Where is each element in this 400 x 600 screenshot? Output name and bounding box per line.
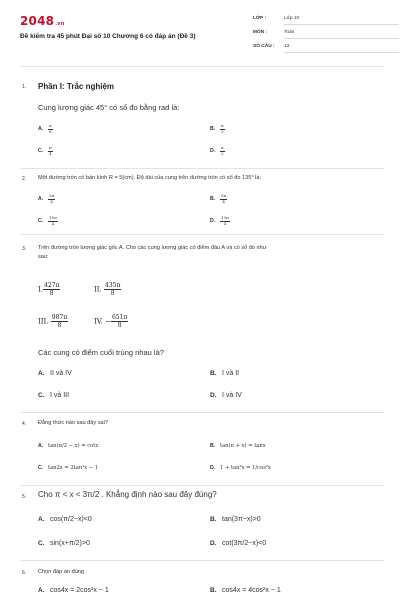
q4-option-c[interactable] (38, 465, 98, 471)
q3-option-a[interactable] (38, 370, 72, 377)
option-text: cos4x = 4cos²x − 1 (222, 587, 281, 594)
q4-option-b[interactable] (210, 443, 266, 449)
q1-option-a[interactable] (38, 124, 53, 134)
option-text: cos(π/2−x)<0 (50, 516, 92, 523)
meta-divider (284, 38, 399, 39)
option-label: B. (210, 516, 217, 523)
option-text: cos4x = 2cos²x − 1 (50, 587, 109, 594)
divider (20, 485, 384, 486)
option-text: cot(3π/2−x)<0 (222, 540, 267, 547)
option-label: B. (210, 587, 217, 594)
divider (20, 168, 384, 169)
option-label: A. (38, 370, 45, 377)
q6-option-b[interactable] (210, 587, 281, 594)
meta-subject-value: Toán (284, 30, 295, 35)
arc-item-ii: II. $\frac{435\pi}{8}$ (94, 282, 121, 297)
option-label: A. (38, 196, 44, 203)
question-number: 3. (22, 246, 27, 252)
option-label: D. (210, 392, 217, 399)
option-label: D. (210, 148, 216, 155)
question-4-text: Đẳng thức nào sau đây sai? (38, 420, 108, 426)
q5-option-b[interactable] (210, 516, 261, 523)
logo-suffix: .vn (55, 21, 65, 27)
fraction: $\frac{15\pi}{4}$ (49, 215, 57, 226)
fraction: $\frac{5\pi}{4}$ (221, 193, 227, 204)
divider (20, 234, 384, 235)
question-number: 4. (22, 421, 27, 427)
option-label: C. (38, 392, 45, 399)
option-label: D. (210, 465, 216, 471)
option-label: B. (210, 443, 216, 449)
fraction: $\frac{\pi}{4}$ (49, 145, 52, 156)
q1-option-c[interactable] (38, 146, 53, 156)
question-number: 6. (22, 570, 27, 576)
q1-option-d[interactable] (210, 146, 225, 156)
meta-subject (253, 30, 294, 35)
arc-item-iv: IV. − $\frac{651\pi}{8}$ (94, 314, 128, 329)
fraction: $\frac{651\pi}{8}$ (111, 314, 128, 329)
option-label: D. (210, 218, 216, 225)
option-label: C. (38, 218, 44, 225)
fraction: $\frac{435\pi}{8}$ (105, 282, 121, 297)
section-title: Phần I: Trắc nghiệm (38, 82, 115, 91)
option-text: I và II (222, 370, 240, 377)
arc-item-iii: III. $\frac{987\pi}{8}$ (38, 314, 68, 329)
question-5-text: Cho π < x < 3π/2 . Khẳng định nào sau đây đúng? (38, 490, 217, 499)
meta-subject-key: MÔN : (253, 30, 268, 35)
question-1-text: Cung lượng giác 45° có số đo bằng rad là: (38, 103, 180, 112)
q5-option-c[interactable] (38, 540, 90, 547)
option-text: tan(π/2 − x) = cotx (48, 443, 99, 449)
q3-option-d[interactable] (210, 392, 242, 399)
q3-option-b[interactable] (210, 370, 239, 377)
divider (20, 66, 384, 67)
option-label: C. (38, 148, 44, 155)
fraction: $\frac{3\pi}{4}$ (49, 193, 55, 204)
fraction: $\frac{\pi}{2}$ (221, 145, 224, 156)
option-label: B. (210, 370, 217, 377)
question-number: 5. (22, 494, 27, 500)
q5-option-a[interactable] (38, 516, 92, 523)
option-label: B. (210, 126, 216, 133)
question-6-text: Chọn đáp án đúng (38, 569, 85, 575)
meta-divider (284, 24, 399, 25)
q2-option-b[interactable] (210, 194, 227, 204)
option-text: tan(π + x) = tanx (220, 443, 266, 449)
option-text: II và IV (50, 370, 72, 377)
option-label: A. (38, 587, 45, 594)
meta-divider (284, 52, 399, 53)
option-label: B. (210, 196, 216, 203)
meta-class-key: LỚP : (253, 16, 267, 21)
question-3-text: Trên đường tròn lượng giác gốc A. Cho các cung lượng giác có điểm đầu A và có số đo như sau: (38, 245, 267, 260)
q2-option-c[interactable] (38, 216, 58, 226)
meta-count-value: 13 (284, 44, 290, 49)
site-logo[interactable] (20, 14, 65, 28)
q6-option-a[interactable] (38, 587, 109, 594)
meta-count (253, 44, 289, 49)
question-3-stem: Các cung có điểm cuối trùng nhau là? (38, 348, 164, 357)
q5-option-d[interactable] (210, 540, 266, 547)
meta-count-key: SỐ CÂU : (253, 44, 275, 49)
fraction: $\frac{\pi}{3}$ (221, 123, 224, 134)
fraction: $\frac{987\pi}{8}$ (51, 314, 68, 329)
q2-option-a[interactable] (38, 194, 55, 204)
fraction: $\frac{\pi}{6}$ (49, 123, 52, 134)
q1-option-b[interactable] (210, 124, 225, 134)
option-text: I và III (50, 392, 70, 399)
q4-option-d[interactable] (210, 465, 271, 471)
option-text: 1 + tan²x = 1/cos²x (220, 465, 271, 471)
question-2-text: Một đường tròn có bán kính R = 5(cm). Độ dài của cung trên đường tròn có số đo 135° là: (38, 175, 262, 181)
fraction: $\frac{427\pi}{8}$ (44, 282, 60, 297)
divider (20, 560, 384, 561)
arc-item-i: I. $\frac{427\pi}{8}$ (38, 282, 60, 297)
option-label: C. (38, 540, 45, 547)
meta-class (253, 16, 299, 21)
fraction: $\frac{13\pi}{4}$ (221, 215, 229, 226)
option-label: A. (38, 126, 44, 133)
option-label: C. (38, 465, 44, 471)
logo-main: 2048 (20, 14, 55, 28)
document-title: Đề kiểm tra 45 phút Đại số 10 Chương 6 có đáp án (Đề 3) (20, 33, 196, 40)
option-label: A. (38, 516, 45, 523)
divider (20, 412, 384, 413)
q3-option-c[interactable] (38, 392, 69, 399)
q2-option-d[interactable] (210, 216, 230, 226)
option-text: sin(x+π/2)>0 (50, 540, 90, 547)
question-number: 2. (22, 176, 27, 182)
option-text: tan(3π−x)>0 (222, 516, 261, 523)
question-number: 1. (22, 84, 27, 90)
option-label: A. (38, 443, 44, 449)
q4-option-a[interactable] (38, 443, 98, 449)
meta-class-value: Lớp 10 (284, 16, 300, 21)
option-label: D. (210, 540, 217, 547)
option-text: tan2x = 2tan²x − 1 (48, 465, 99, 471)
option-text: I và IV (222, 392, 242, 399)
